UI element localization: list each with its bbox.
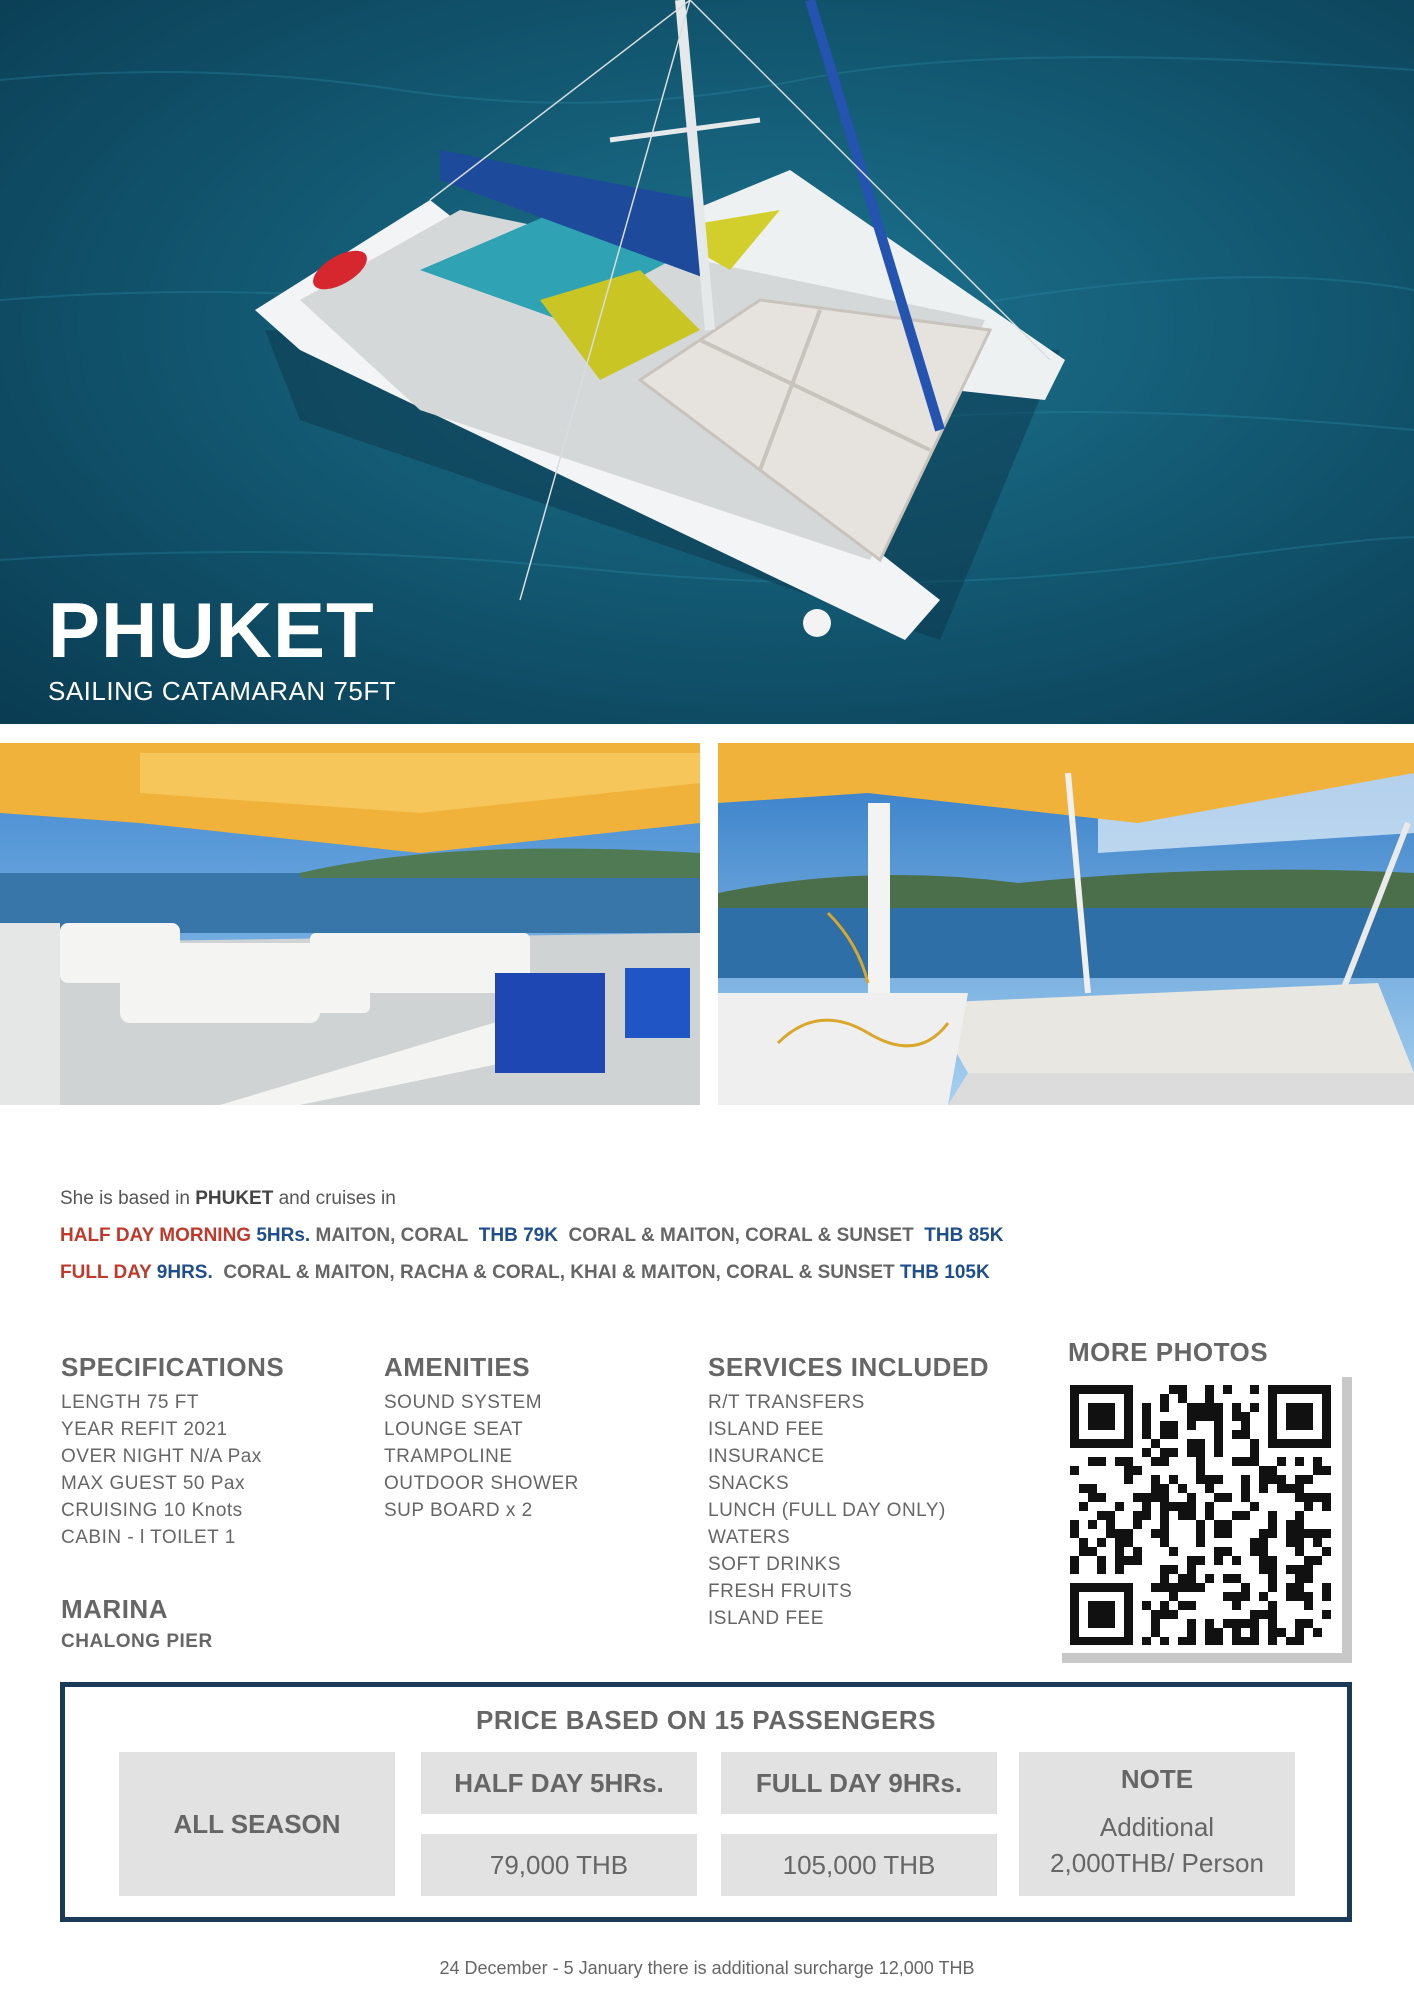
price-title: PRICE BASED ON 15 PASSENGERS [476, 1705, 936, 1735]
list-item: WATERS [708, 1527, 791, 1548]
section-title: SPECIFICATIONS [61, 1352, 285, 1382]
route-price: THB 79K [478, 1225, 558, 1246]
price-table [60, 1682, 1352, 1922]
list-item: R/T TRANSFERS [708, 1392, 865, 1413]
list-item: SNACKS [708, 1473, 790, 1494]
list-item: CABIN - l TOILET 1 [61, 1527, 236, 1548]
deck-lounge-photo [0, 743, 700, 1105]
list-item: CRUISING 10 Knots [61, 1500, 243, 1521]
list-item: SOUND SYSTEM [384, 1392, 543, 1413]
amenities-section [384, 1352, 579, 1524]
hero-title: PHUKET [48, 586, 375, 674]
route-label: HALF DAY MORNING [60, 1225, 252, 1246]
route-price: THB 85K [924, 1225, 1004, 1246]
list-item: MAX GUEST 50 Pax [61, 1473, 245, 1494]
note-line-2: 2,000THB/ Person [1050, 1848, 1264, 1878]
section-title: MARINA [61, 1594, 168, 1624]
note-cell [1019, 1752, 1295, 1896]
route-duration: 5HRs. [256, 1225, 311, 1246]
list-item: LENGTH 75 FT [61, 1392, 199, 1413]
list-item: ISLAND FEE [708, 1608, 824, 1629]
list-item: OUTDOOR SHOWER [384, 1473, 579, 1494]
list-item: YEAR REFIT 2021 [61, 1419, 228, 1440]
note-header: NOTE [1120, 1764, 1194, 1794]
marina-value: CHALONG PIER [61, 1631, 213, 1652]
season-cell: ALL SEASON [119, 1752, 395, 1896]
list-item: TRAMPOLINE [384, 1446, 513, 1467]
list-item: ISLAND FEE [708, 1419, 824, 1440]
half-day-price: 79,000 THB [421, 1834, 697, 1896]
list-item: SUP BOARD x 2 [384, 1500, 533, 1521]
hero-image [0, 0, 1414, 724]
hero-subtitle: SAILING CATAMARAN 75FT [48, 676, 397, 706]
surcharge-footer: 24 December - 5 January there is additional surcharge 12,000 THB [439, 1958, 975, 1978]
trampoline-deck-photo [718, 743, 1414, 1105]
full-day-header: FULL DAY 9HRs. [721, 1752, 997, 1814]
intro-text: She is based in PHUKET and cruises in [60, 1188, 396, 1209]
qr-code-shadow [1062, 1377, 1352, 1663]
half-day-header: HALF DAY 5HRs. [421, 1752, 697, 1814]
more-photos-title: MORE PHOTOS [1068, 1337, 1269, 1367]
list-item: SOFT DRINKS [708, 1554, 841, 1575]
list-item: OVER NIGHT N/A Pax [61, 1446, 262, 1467]
qr-code-icon[interactable] [1062, 1377, 1342, 1653]
route-price: THB 105K [899, 1262, 990, 1283]
route-label: FULL DAY [60, 1262, 152, 1283]
services-section [708, 1352, 989, 1632]
route-duration: 9HRS. [156, 1262, 213, 1283]
list-item: INSURANCE [708, 1446, 825, 1467]
marina-section [61, 1594, 213, 1653]
list-item: LOUNGE SEAT [384, 1419, 524, 1440]
section-title: AMENITIES [384, 1352, 531, 1382]
specifications-section [61, 1352, 284, 1551]
full-day-route: FULL DAY 9HRS. CORAL & MAITON, RACHA & CORAL, KHAI & MAITON, CORAL & SUNSET THB 105K [60, 1262, 990, 1283]
half-day-route: HALF DAY MORNING 5HRs. MAITON, CORAL THB 79K CORAL & MAITON, CORAL & SUNSET THB 85K [60, 1225, 1004, 1246]
list-item: FRESH FRUITS [708, 1581, 853, 1602]
list-item: LUNCH (FULL DAY ONLY) [708, 1500, 946, 1521]
full-day-price: 105,000 THB [721, 1834, 997, 1896]
section-title: SERVICES INCLUDED [708, 1352, 990, 1382]
note-line-1: Additional [1099, 1812, 1215, 1842]
